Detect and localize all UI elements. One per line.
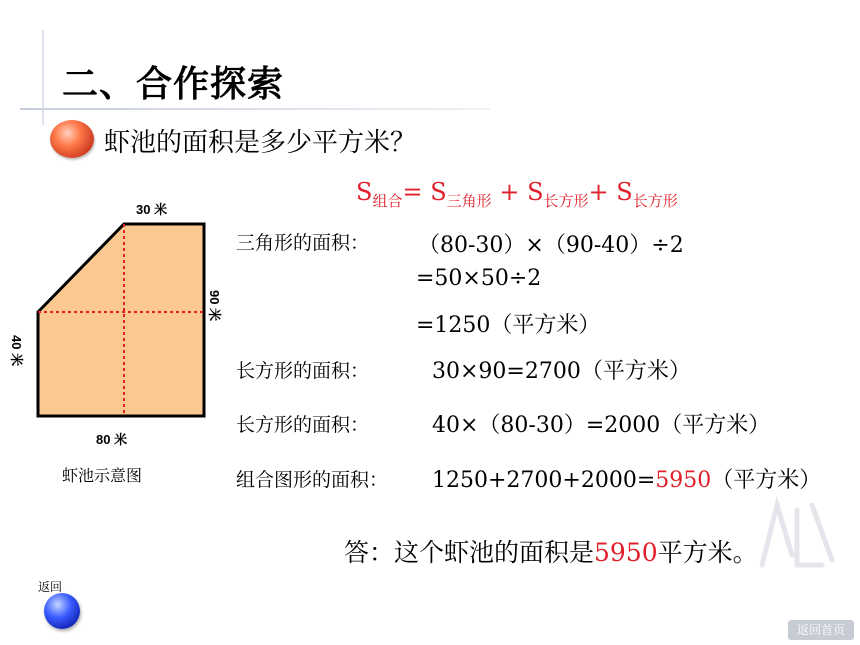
formula-sub-combined: 组合 <box>372 192 403 210</box>
formula-plus: + <box>491 178 528 206</box>
rect2-area-expr: 40×（80-30）=2000（平方米） <box>432 413 771 438</box>
formula-s: S <box>356 178 373 206</box>
triangle-area-row <box>236 228 369 255</box>
combined-area-row <box>236 465 388 492</box>
triangle-area-line3: =1250（平方米） <box>416 313 601 338</box>
right-side-label: 90 米 <box>207 290 222 322</box>
triangle-area-label: 三角形的面积： <box>236 232 370 254</box>
combined-area-unit: （平方米） <box>711 468 822 493</box>
back-button[interactable] <box>44 593 80 629</box>
left-side-label: 40 米 <box>9 335 24 367</box>
decorative-horizontal-line <box>20 108 490 110</box>
formula-s: S <box>430 178 447 206</box>
formula-plus: + <box>588 178 617 206</box>
formula-sub-rect2: 长方形 <box>632 192 678 210</box>
shrimp-pond-diagram <box>0 190 240 460</box>
triangle-area-line2: =50×50÷2 <box>416 266 542 291</box>
pond-shape <box>38 224 204 416</box>
watermark-icon <box>752 485 842 575</box>
formula-sub-rect1: 长方形 <box>543 192 589 210</box>
bullet-ball-icon <box>50 120 94 158</box>
area-formula <box>356 178 678 211</box>
top-side-label: 30 米 <box>136 202 168 217</box>
decorative-vertical-line <box>42 30 44 125</box>
diagram-caption: 虾池示意图 <box>62 466 143 485</box>
answer-text <box>344 533 758 569</box>
combined-area-result: 5950 <box>655 468 712 493</box>
answer-suffix: 平方米。 <box>657 538 758 567</box>
rect1-area-row <box>236 356 369 383</box>
answer-prefix: 答：这个虾池的面积是 <box>344 538 595 567</box>
rect1-area-expr: 30×90=2700（平方米） <box>432 359 691 384</box>
answer-value: 5950 <box>594 538 658 567</box>
bottom-side-label: 80 米 <box>96 432 128 447</box>
formula-s: S <box>616 178 633 206</box>
rect1-area-label: 长方形的面积： <box>236 360 370 382</box>
combined-area-sum: 1250+2700+2000= <box>432 468 656 493</box>
rect2-area-row <box>236 410 369 437</box>
question-text: 虾池的面积是多少平方米？ <box>104 128 417 158</box>
slide-title: 二、合作探索 <box>62 63 285 105</box>
combined-area-label: 组合图形的面积： <box>236 469 389 491</box>
home-button[interactable]: 返回首页 <box>788 620 854 640</box>
rect2-area-label: 长方形的面积： <box>236 414 370 436</box>
triangle-area-line1: （80-30）×（90-40）÷2 <box>418 233 684 258</box>
formula-s: S <box>527 178 544 206</box>
formula-equals: = <box>402 178 431 206</box>
formula-sub-triangle: 三角形 <box>446 192 492 210</box>
back-label: 返回 <box>38 580 63 594</box>
